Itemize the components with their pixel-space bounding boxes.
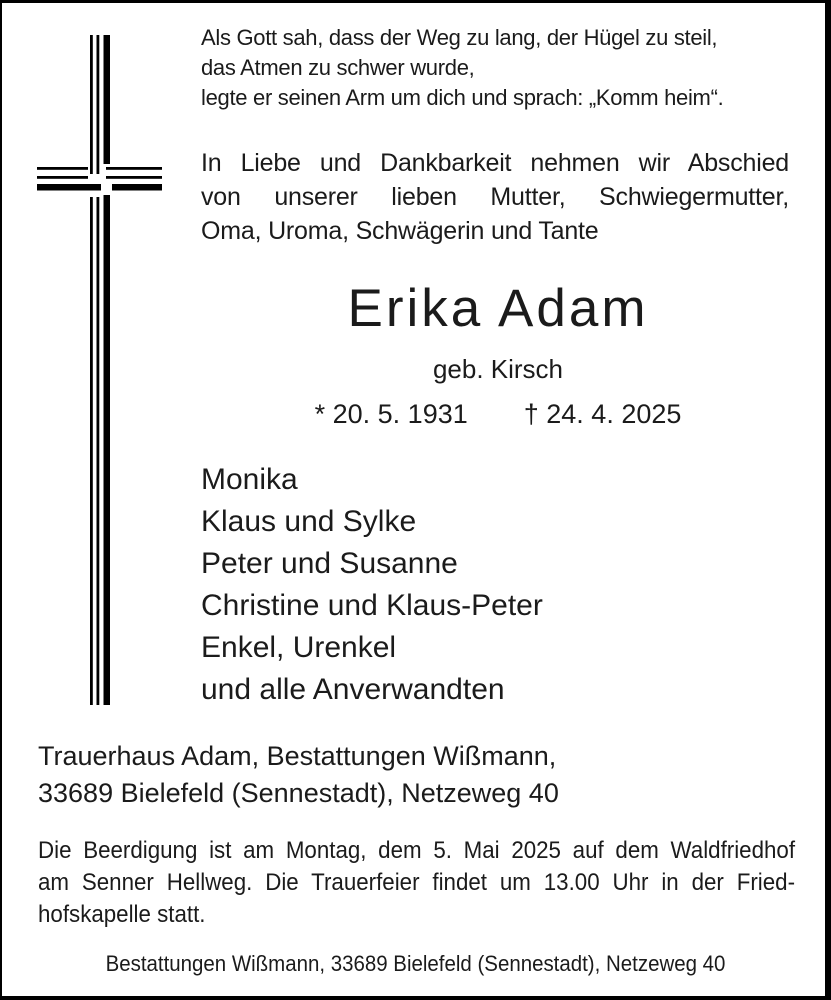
obituary-intro	[201, 146, 789, 248]
maiden-name: geb. Kirsch	[432, 354, 564, 384]
life-dates	[200, 399, 796, 429]
verse-line: das Atmen zu schwer wurde,	[201, 55, 475, 80]
funeral-info-line: Die Beerdigung ist am Montag, dem 5. Mai 2025 auf dem Waldfriedhof	[38, 837, 796, 864]
border-bottom	[0, 996, 831, 1000]
mourner-line: Enkel, Urenkel	[201, 631, 397, 664]
intro-line: von unserer lieben Mutter, Schwiegermutter,	[201, 183, 789, 211]
funeral-home-address	[38, 738, 559, 812]
mourner-line: und alle Anverwandten	[201, 673, 505, 706]
mourner-line: Monika	[201, 463, 298, 496]
border-right	[825, 0, 831, 1000]
verse-line: legte er seinen Arm um dich und sprach: „Komm heim“.	[201, 85, 724, 110]
border-top	[0, 0, 831, 3]
funeral-home-footer: Bestattungen Wißmann, 33689 Bielefeld (Sennestadt), Netzeweg 40	[105, 951, 726, 976]
address-line: Trauerhaus Adam, Bestattungen Wißmann,	[38, 741, 557, 771]
mourners-list	[201, 459, 543, 711]
border-left	[0, 0, 2, 1000]
death-date: † 24. 4. 2025	[523, 399, 682, 429]
intro-line: In Liebe und Dankbarkeit nehmen wir Abschied	[201, 149, 789, 177]
address-line: 33689 Bielefeld (Sennestadt), Netzeweg 40	[38, 778, 559, 808]
funeral-info-line: am Senner Hellweg. Die Trauerfeier findet um 13.00 Uhr in der Fried-	[38, 869, 796, 896]
funeral-info-line: hofskapelle statt.	[38, 901, 206, 928]
verse-line: Als Gott sah, dass der Weg zu lang, der Hügel zu steil,	[201, 25, 718, 50]
mourner-line: Christine und Klaus-Peter	[201, 589, 543, 622]
funeral-information	[38, 835, 795, 931]
deceased-name: Erika Adam	[347, 279, 649, 338]
birth-date: * 20. 5. 1931	[314, 399, 468, 429]
obituary-verse	[201, 23, 786, 113]
cross-icon	[35, 33, 165, 708]
mourner-line: Klaus und Sylke	[201, 505, 417, 538]
mourner-line: Peter und Susanne	[201, 547, 458, 580]
intro-line: Oma, Uroma, Schwägerin und Tante	[201, 217, 599, 245]
